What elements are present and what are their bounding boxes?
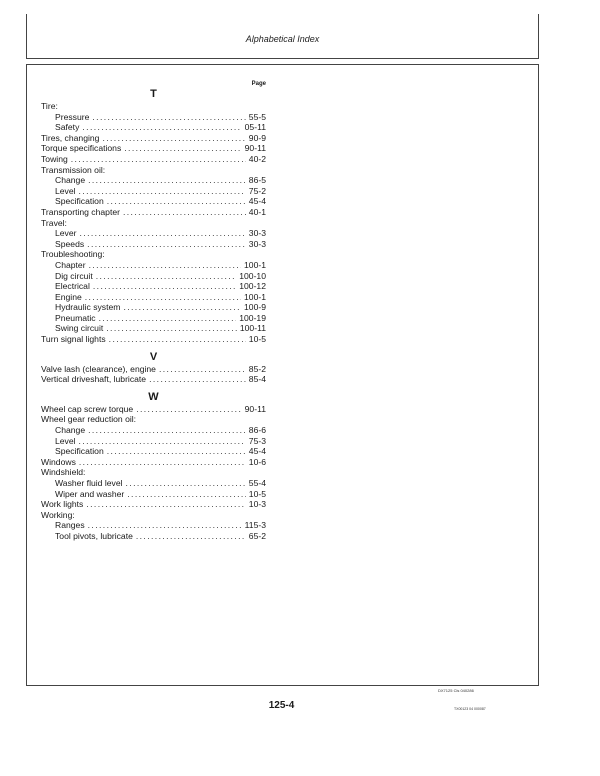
entry-label: Electrical <box>55 281 90 292</box>
entry-page-ref: 10-5 <box>248 334 266 345</box>
entry-label: Level <box>55 435 76 446</box>
entry-label: Working: <box>41 509 75 520</box>
index-entry <box>41 154 266 165</box>
entry-label: Valve lash (clearance), engine <box>41 363 156 374</box>
index-entry <box>41 143 266 154</box>
dot-leader <box>124 143 241 154</box>
entry-page-ref: 90-11 <box>244 143 266 154</box>
dot-leader <box>79 186 246 197</box>
index-subentry <box>41 175 266 186</box>
dot-leader <box>107 446 246 457</box>
index-entry <box>41 457 266 468</box>
entry-page-ref: 40-2 <box>248 153 266 164</box>
index-subentry <box>41 271 266 282</box>
entry-label: Change <box>55 175 86 186</box>
entry-label: Transmission oil: <box>41 164 106 175</box>
dot-leader <box>136 531 246 542</box>
index-subentry <box>41 425 266 436</box>
dot-leader <box>123 302 241 313</box>
entry-page-ref: 10-6 <box>248 456 266 467</box>
entry-label: Speeds <box>55 238 85 249</box>
dot-leader <box>86 499 245 510</box>
entry-label: Specification <box>55 196 104 207</box>
index-entry <box>41 101 266 112</box>
entry-page-ref: 115-3 <box>244 520 266 531</box>
entry-label: Vertical driveshaft, lubricate <box>41 374 147 385</box>
index-subentry <box>41 436 266 447</box>
entry-label: Towing <box>41 153 68 164</box>
entry-page-ref: 45-4 <box>248 446 266 457</box>
entry-label: Tire: <box>41 101 58 111</box>
entry-label: Pressure <box>55 111 90 122</box>
index-entry <box>41 510 266 521</box>
dot-leader <box>107 196 246 207</box>
dot-leader <box>87 239 246 250</box>
section-letter: W <box>148 390 159 403</box>
dot-leader <box>93 281 236 292</box>
entry-page-ref: 90-9 <box>248 132 266 143</box>
dot-leader <box>71 154 246 165</box>
entry-page-ref: 30-3 <box>248 238 266 249</box>
index-subentry <box>41 446 266 457</box>
index-subentry <box>41 112 266 123</box>
entry-page-ref: 10-5 <box>248 488 266 499</box>
entry-page-ref: 86-5 <box>248 175 266 186</box>
index-entry <box>41 207 266 218</box>
entry-label: Tool pivots, lubricate <box>55 530 133 541</box>
dot-leader <box>149 374 246 385</box>
dot-leader <box>79 457 246 468</box>
index-column <box>41 80 266 542</box>
entry-label: Lever <box>55 228 77 239</box>
index-entry <box>41 165 266 176</box>
entry-label: Wheel cap screw torque <box>41 403 134 414</box>
entry-page-ref: 100-9 <box>244 302 266 313</box>
entry-page-ref: 85-2 <box>248 363 266 374</box>
index-subentry <box>41 489 266 500</box>
entry-label: Work lights <box>41 499 84 510</box>
entry-label: Tires, changing <box>41 132 100 143</box>
entry-page-ref: 30-3 <box>248 228 266 239</box>
entry-page-ref: 65-2 <box>248 530 266 541</box>
dot-leader <box>82 122 241 133</box>
entry-label: Chapter <box>55 259 86 270</box>
entry-label: Swing circuit <box>55 323 104 334</box>
entry-page-ref: 100-19 <box>239 312 266 323</box>
index-subentry <box>41 260 266 271</box>
index-entry <box>41 334 266 345</box>
entry-label: Pneumatic <box>55 312 96 323</box>
entry-label: Ranges <box>55 520 85 531</box>
index-entry <box>41 404 266 415</box>
entry-label: Transporting chapter <box>41 206 120 217</box>
index-subentry <box>41 313 266 324</box>
entry-page-ref: 100-10 <box>239 270 266 281</box>
dot-leader <box>88 175 246 186</box>
index-subentry <box>41 478 266 489</box>
section-letter: T <box>150 88 157 100</box>
entry-label: Change <box>55 425 86 436</box>
entry-page-ref: 45-4 <box>248 196 266 207</box>
entry-label: Safety <box>55 122 80 133</box>
dot-leader <box>85 292 241 303</box>
entry-label: Wiper and washer <box>55 488 125 499</box>
entry-label: Dig circuit <box>55 270 93 281</box>
dot-leader <box>109 334 246 345</box>
entry-label: Hydraulic system <box>55 302 121 313</box>
dot-leader <box>106 323 237 334</box>
entry-page-ref: 75-3 <box>248 435 266 446</box>
dot-leader <box>126 478 246 489</box>
index-entry <box>41 467 266 478</box>
dot-leader <box>88 425 246 436</box>
entry-label: Specification <box>55 446 104 457</box>
page-column-heading: Page <box>251 81 266 87</box>
index-subentry <box>41 292 266 303</box>
dot-leader <box>99 313 237 324</box>
entry-page-ref: 40-1 <box>248 206 266 217</box>
index-subentry <box>41 122 266 133</box>
index-subentry <box>41 323 266 334</box>
dot-leader <box>80 228 246 239</box>
page-header-title: Alphabetical Index <box>245 34 320 44</box>
entry-page-ref: 55-5 <box>248 111 266 122</box>
entry-label: Travel: <box>41 217 67 228</box>
entry-page-ref: 85-4 <box>248 374 266 385</box>
entry-label: Level <box>55 185 76 196</box>
dot-leader <box>89 260 241 271</box>
index-subentry <box>41 302 266 313</box>
entry-label: Windshield: <box>41 467 86 478</box>
dot-leader <box>88 520 242 531</box>
index-entry <box>41 374 266 385</box>
index-subentry <box>41 239 266 250</box>
entry-page-ref: 100-12 <box>239 281 266 292</box>
entry-label: Windows <box>41 456 76 467</box>
entry-label: Wheel gear reduction oil: <box>41 414 137 425</box>
header-box <box>26 14 539 59</box>
dot-leader <box>159 364 246 375</box>
index-subentry <box>41 531 266 542</box>
index-subentry <box>41 196 266 207</box>
entry-page-ref: 90-11 <box>244 403 266 414</box>
dot-leader <box>79 436 246 447</box>
entry-page-ref: 100-1 <box>244 291 266 302</box>
entry-page-ref: 100-1 <box>244 259 266 270</box>
dot-leader <box>96 271 237 282</box>
index-subentry <box>41 520 266 531</box>
footer-code-top: DX7125 Cls 040286 <box>438 688 474 693</box>
dot-leader <box>127 489 246 500</box>
entry-page-ref: 05-11 <box>244 122 266 133</box>
index-entry <box>41 133 266 144</box>
entry-label: Engine <box>55 291 82 302</box>
entry-page-ref: 100-11 <box>239 323 266 334</box>
index-entry <box>41 249 266 260</box>
index-entry <box>41 364 266 375</box>
entry-page-ref: 55-4 <box>248 478 266 488</box>
dot-leader <box>136 404 241 415</box>
dot-leader <box>123 207 246 218</box>
footer-code-bottom: TX00123 04 000087 <box>454 707 486 711</box>
dot-leader <box>92 112 245 123</box>
entry-label: Turn signal lights <box>41 334 106 345</box>
entry-label: Troubleshooting: <box>41 249 105 260</box>
index-subentry <box>41 281 266 292</box>
index-subentry <box>41 228 266 239</box>
index-subentry <box>41 186 266 197</box>
index-entry <box>41 218 266 229</box>
entry-page-ref: 86-6 <box>248 425 266 436</box>
index-entry <box>41 414 266 425</box>
entry-label: Torque specifications <box>41 143 122 154</box>
entry-label: Washer fluid level <box>55 478 123 488</box>
entry-page-ref: 75-2 <box>248 185 266 196</box>
page-number: 125-4 <box>268 700 295 711</box>
section-letter: V <box>149 350 158 363</box>
entry-page-ref: 10-3 <box>248 499 266 510</box>
dot-leader <box>102 133 245 144</box>
index-entry <box>41 499 266 510</box>
